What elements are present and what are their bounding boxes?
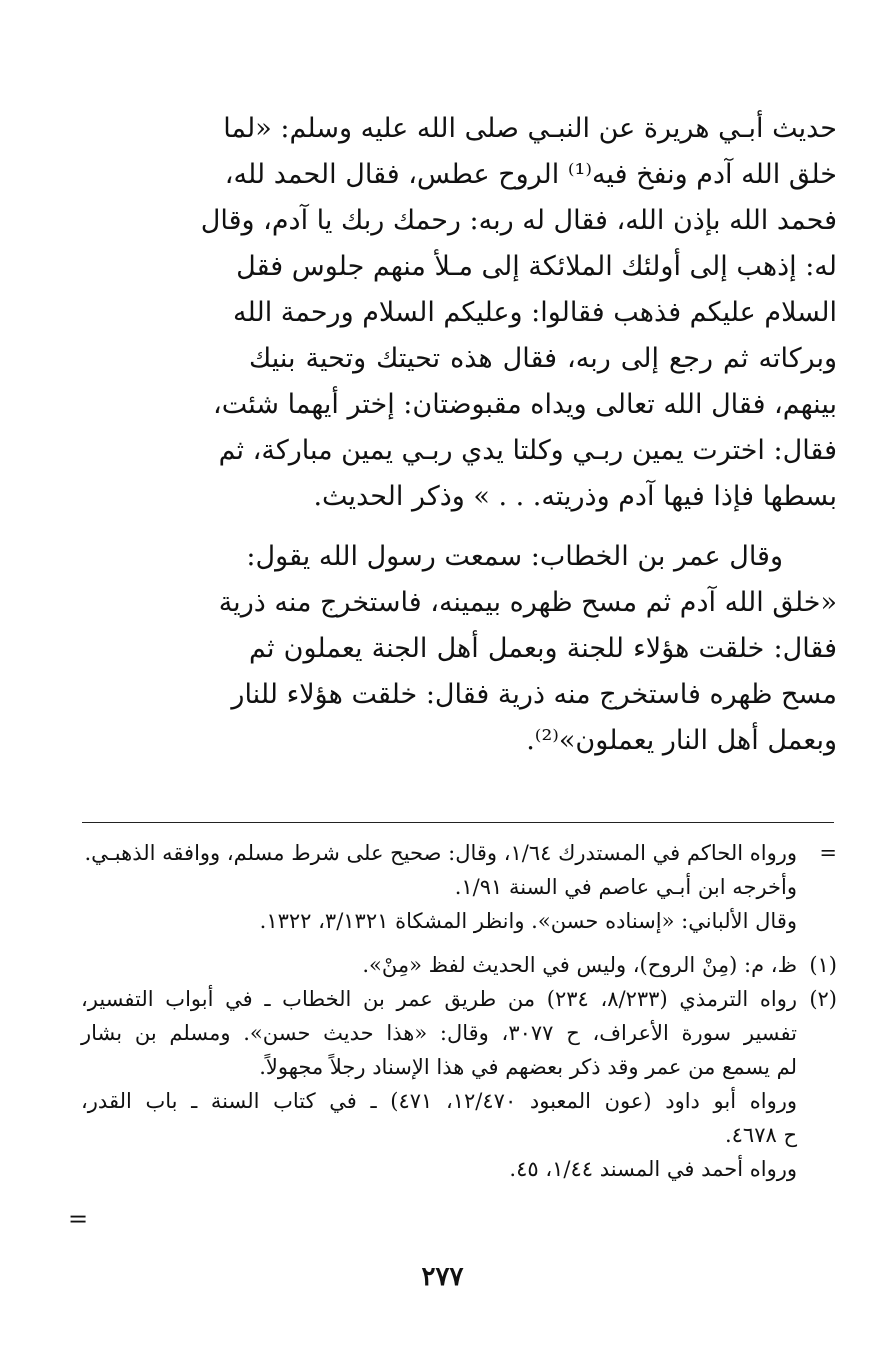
text-line: وبركاته ثم رجع إلى ربه، فقال هذه تحيتك وتحية بنيك	[249, 343, 837, 374]
footnote-line: رواه الترمذي (٨/٢٣٣، ٢٣٤) من طريق عمر بن الخطاب ـ في أبواب التفسير،	[81, 987, 798, 1011]
footnote-marker: (١)	[809, 953, 837, 977]
continuation-marker: =	[819, 841, 837, 865]
text-line: بينهم، فقال الله تعالى ويداه مقبوضتان: إختر أيهما شئت،	[213, 389, 837, 420]
footnote-marker: (٢)	[809, 987, 837, 1011]
footnote-line: لم يسمع من عمر وقد ذكر بعضهم في هذا الإسناد رجلاً مجهولاً.	[259, 1055, 797, 1079]
paragraph-gap	[249, 520, 837, 534]
text-line: السلام عليكم فذهب فقالوا: وعليكم السلام ورحمة الله	[233, 297, 837, 328]
footnote-line: تفسير سورة الأعراف، ح ٣٠٧٧، وقال: «هذا حديث حسن». ومسلم بن بشار	[81, 1021, 798, 1045]
text-line: وقال عمر بن الخطاب: سمعت رسول الله يقول:	[246, 541, 783, 572]
footnote-line: ح ٤٦٧٨.	[724, 1123, 797, 1147]
text-line: مسح ظهره فاستخرج منه ذرية فقال: خلقت هؤلاء للنار	[231, 679, 837, 710]
text-line: بسطها فإذا فيها آدم وذريته. . . » وذكر الحديث.	[313, 481, 837, 512]
page-number: ٢٧٧	[421, 1262, 464, 1292]
text-line: فحمد الله بإذن الله، فقال له ربه: رحمك ربك يا آدم، وقال	[200, 205, 837, 236]
text-line: «خلق الله آدم ثم مسح ظهره بيمينه، فاستخرج منه ذرية	[218, 587, 837, 618]
text-line: فقال: خلقت هؤلاء للجنة وبعمل أهل الجنة يعملون ثم	[249, 633, 837, 664]
footnotes	[81, 836, 837, 1186]
footnote-1	[81, 948, 837, 982]
footnote-line: وقال الألباني: «إسناده حسن». وانظر المشكاة ٣/١٣٢١، ١٣٢٢.	[259, 909, 797, 933]
text-line: حديث أبـي هريرة عن النبـي صلى الله عليه وسلم: «لما	[223, 113, 837, 144]
next-page-marker: =	[68, 1205, 89, 1233]
text-line: وبعمل أهل النار يعملون»⁽²⁾.	[526, 725, 837, 756]
text-line: له: إذهب إلى أولئك الملائكة إلى مـلأ منهم جلوس فقل	[236, 251, 837, 282]
footnote-2	[81, 982, 837, 1186]
text-line: فقال: اخترت يمين ربـي وكلتا يدي ربـي يمين مباركة، ثم	[218, 435, 837, 466]
footnote-line: ورواه أحمد في المسند ١/٤٤، ٤٥.	[509, 1157, 797, 1181]
footnote-divider	[82, 822, 834, 823]
paragraph-1	[200, 106, 837, 520]
paragraph-2	[218, 534, 837, 764]
footnote-line: ورواه الحاكم في المستدرك ١/٦٤، وقال: صحيح على شرط مسلم، ووافقه الذهبـي.	[84, 841, 797, 865]
footnote-continuation	[81, 836, 837, 938]
text-line: خلق الله آدم ونفخ فيه⁽¹⁾ الروح عطس، فقال الحمد لله،	[224, 159, 837, 190]
footnote-gap	[81, 938, 837, 948]
footnote-line: ظ، م: (مِنْ الروح)، وليس في الحديث لفظ «مِنْ».	[362, 953, 797, 977]
footnote-line: ورواه أبو داود (عون المعبود ١٢/٤٧٠، ٤٧١) ـ في كتاب السنة ـ باب القدر،	[81, 1089, 797, 1113]
main-text	[200, 106, 837, 764]
footnote-line: وأخرجه ابن أبـي عاصم في السنة ١/٩١.	[454, 875, 797, 899]
